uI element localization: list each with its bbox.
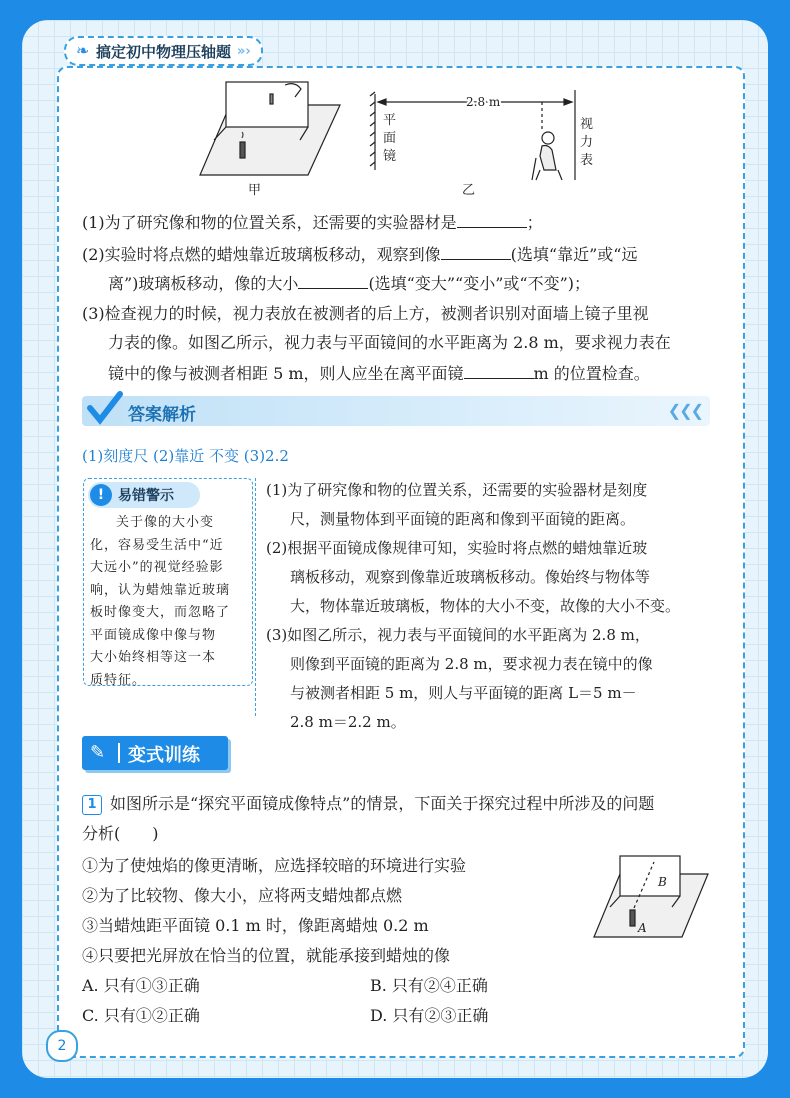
divider-line bbox=[255, 478, 256, 716]
distance-label: 2.8 m bbox=[466, 95, 501, 109]
checkmark-icon bbox=[86, 390, 124, 426]
label-jia: 甲 bbox=[248, 183, 262, 198]
variant-item-4: ④只要把光屏放在恰当的位置，就能承接到蜡烛的像 bbox=[82, 946, 451, 965]
variant-item-3: ③当蜡烛距平面镜 0.1 m 时，像距离蜡烛 0.2 m bbox=[82, 916, 429, 935]
page-number: 2 bbox=[46, 1030, 78, 1062]
mirror-char-2: 面 bbox=[383, 131, 397, 146]
variant-item-2: ②为了比较物、像大小，应将两支蜡烛都点燃 bbox=[82, 886, 403, 905]
explanation-line: (1)为了研究像和物的位置关系，还需要的实验器材是刻度 bbox=[266, 481, 648, 499]
book-title: 搞定初中物理压轴题 bbox=[96, 42, 232, 61]
butterfly-icon: ❧ bbox=[76, 41, 90, 60]
warning-line: 板时像变大，而忽略了 bbox=[90, 605, 231, 620]
chart-char-1: 视 bbox=[580, 117, 594, 132]
arrows-icon: »› bbox=[237, 43, 251, 59]
double-chevron-icon: ❮❮❮ bbox=[667, 401, 702, 420]
book-title-header bbox=[64, 36, 263, 66]
warning-title: 易错警示 bbox=[118, 488, 174, 504]
option-d[interactable]: D. 只有②③正确 bbox=[370, 1006, 489, 1025]
explanation-line: 与被测者相距 5 m，则人与平面镜的距离 L＝5 m－ bbox=[290, 684, 637, 702]
explanation-line: 2.8 m＝2.2 m。 bbox=[290, 713, 406, 731]
chart-char-3: 表 bbox=[580, 153, 594, 168]
explanation-line: (2)根据平面镜成像规律可知，实验时将点燃的蜡烛靠近玻 bbox=[266, 539, 648, 557]
explanation-line: 尺，测量物体到平面镜的距离和像到平面镜的距离。 bbox=[290, 510, 636, 528]
option-c[interactable]: C. 只有①②正确 bbox=[82, 1006, 200, 1025]
warning-header bbox=[88, 482, 200, 508]
variant-item-1: ①为了使烛焰的像更清晰，应选择较暗的环境进行实验 bbox=[82, 856, 467, 875]
experiment-figures bbox=[190, 80, 620, 198]
variant-figure bbox=[592, 852, 712, 942]
warning-text bbox=[90, 512, 246, 692]
blank-1[interactable] bbox=[457, 211, 527, 228]
figure-jia bbox=[200, 82, 340, 175]
exclamation-icon: ! bbox=[90, 484, 112, 506]
question-3-line1: (3)检查视力的时候，视力表放在被测者的后上方，被测者识别对面墙上镜子里视 bbox=[82, 304, 649, 323]
blank-4[interactable] bbox=[464, 362, 534, 379]
chart-char-2: 力 bbox=[580, 135, 594, 150]
warning-line: 大小始终相等这一本 bbox=[90, 650, 217, 665]
question-number-badge: 1 bbox=[82, 795, 102, 815]
warning-line: 响，认为蜡烛靠近玻璃 bbox=[90, 582, 231, 598]
answer-section-header bbox=[82, 396, 710, 426]
separator bbox=[118, 743, 120, 763]
mirror-char-1: 平 bbox=[383, 113, 397, 128]
question-2-line2: 离”)玻璃板移动，像的大小 (选填“变大”“变小”或“不变”)； bbox=[108, 274, 591, 293]
warning-line: 平面镜成像中像与物 bbox=[90, 627, 217, 643]
label-a: A bbox=[638, 921, 647, 935]
explanation-line: 大，物体靠近玻璃板，物体的大小不变，故像的大小不变。 bbox=[290, 597, 681, 615]
mirror-char-3: 镜 bbox=[383, 149, 397, 164]
option-b[interactable]: B. 只有②④正确 bbox=[370, 976, 488, 995]
warning-line: 大远小”的视觉经验影 bbox=[90, 560, 224, 575]
pencil-icon: ✎ bbox=[90, 742, 106, 763]
explanation-line: 则像到平面镜的距离为 2.8 m，要求视力表在镜中的像 bbox=[290, 655, 653, 673]
label-b: B bbox=[658, 875, 667, 889]
variant-stem-line2: 分析( ) bbox=[82, 824, 159, 843]
warning-line: 化，容易受生活中“近 bbox=[90, 537, 224, 553]
question-2-line1: (2)实验时将点燃的蜡烛靠近玻璃板移动，观察到像 (选填“靠近”或“远 bbox=[82, 245, 638, 264]
blank-3[interactable] bbox=[298, 272, 368, 289]
variant-section-header bbox=[82, 736, 228, 770]
warning-line: 质特征。 bbox=[90, 672, 147, 688]
question-3-line3: 镜中的像与被测者相距 5 m，则人应坐在离平面镜 m 的位置检查。 bbox=[108, 364, 650, 383]
variant-section-title: 变式训练 bbox=[128, 745, 200, 766]
explanation-line: 璃板移动，观察到像靠近玻璃板移动。像始终与物体等 bbox=[290, 568, 651, 586]
explanation-line: (3)如图乙所示，视力表与平面镜间的水平距离为 2.8 m， bbox=[266, 626, 650, 644]
question-1: (1)为了研究像和物的位置关系，还需要的实验器材是 ； bbox=[82, 213, 543, 232]
label-yi: 乙 bbox=[462, 183, 476, 198]
warning-line: 关于像的大小变 bbox=[116, 515, 215, 530]
variant-stem-line1: 1 如图所示是“探究平面镜成像特点”的情景，下面关于探究过程中所涉及的问题 bbox=[82, 793, 654, 815]
explanation bbox=[266, 476, 680, 737]
question-3-line2: 力表的像。如图乙所示，视力表与平面镜间的水平距离为 2.8 m，要求视力表在 bbox=[108, 333, 671, 352]
short-answer: (1)刻度尺 (2)靠近 不变 (3)2.2 bbox=[82, 447, 289, 465]
blank-2[interactable] bbox=[441, 243, 511, 260]
answer-section-title: 答案解析 bbox=[128, 405, 196, 425]
option-a[interactable]: A. 只有①③正确 bbox=[82, 976, 200, 995]
